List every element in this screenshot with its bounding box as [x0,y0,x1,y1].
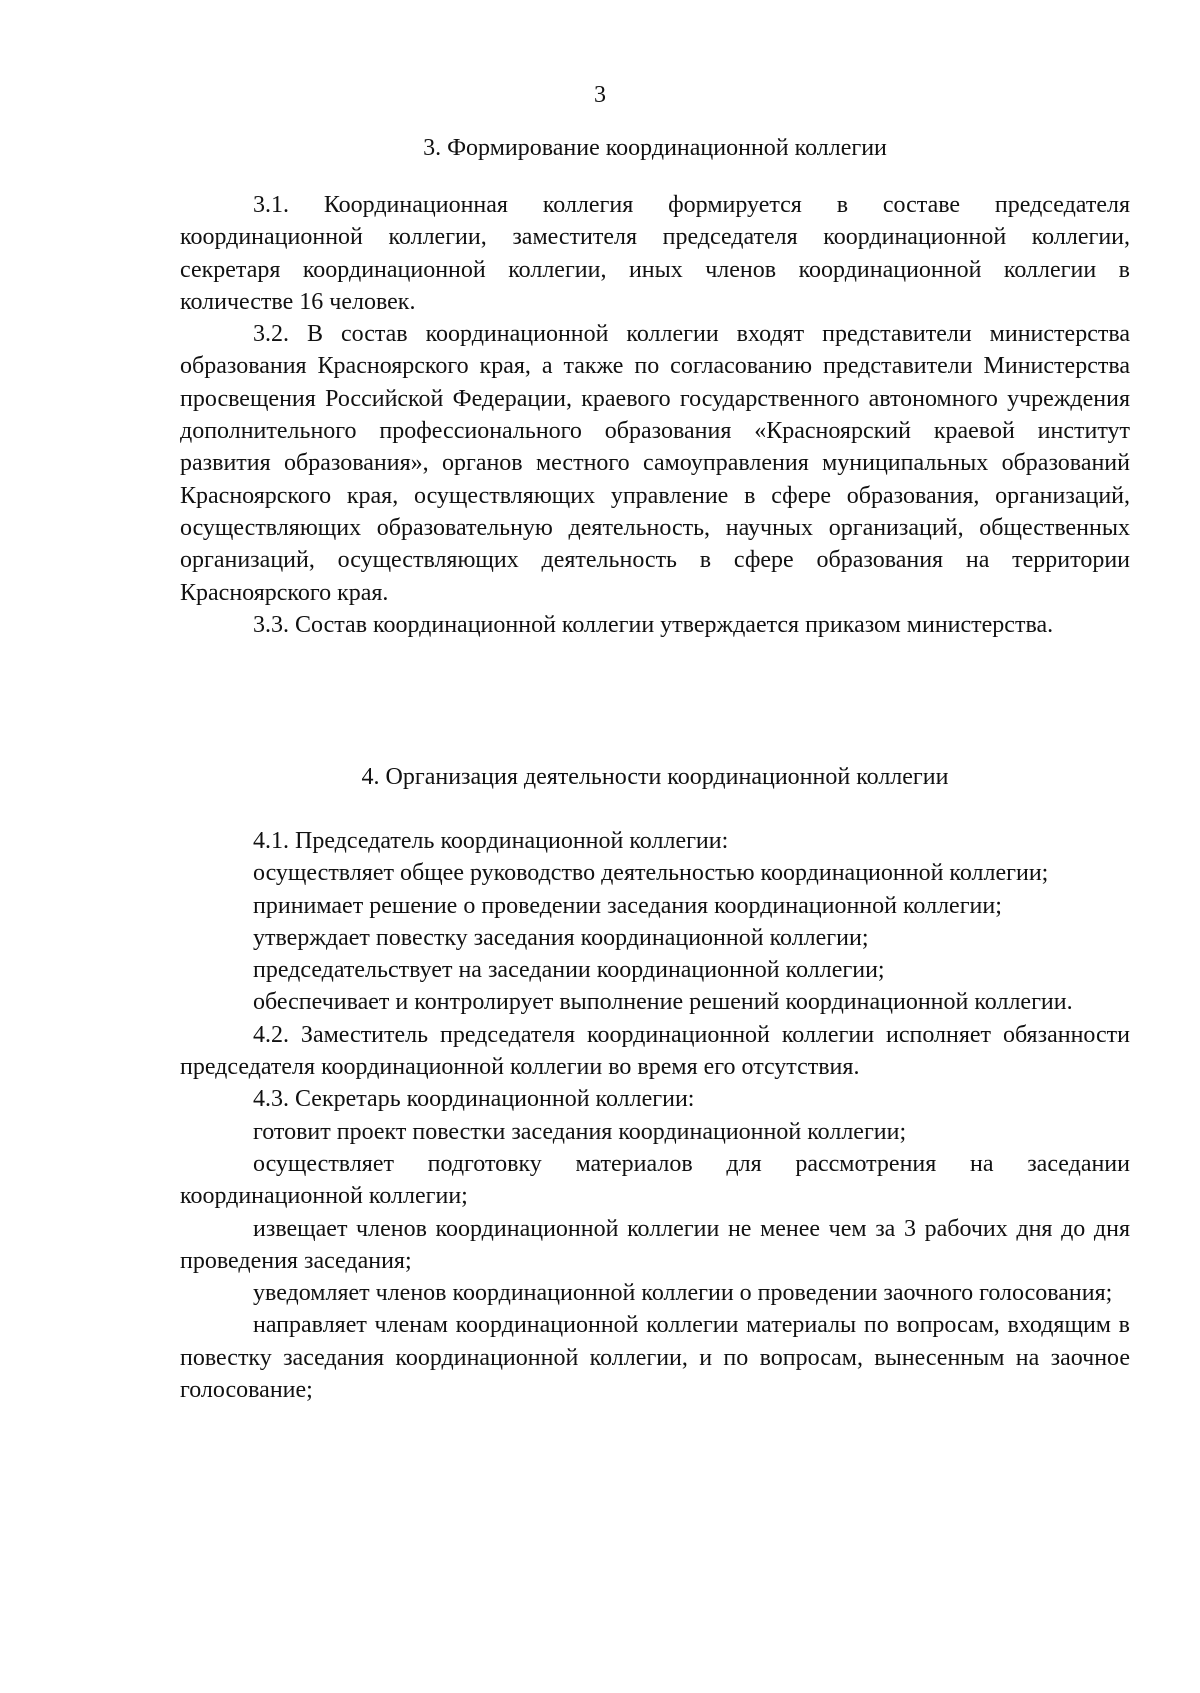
section-3-body [180,189,1130,641]
list-item: готовит проект повестки заседания координационной коллегии; [253,1118,907,1145]
list-item: уведомляет членов координационной коллегии о проведении заочного голосования; [253,1280,1113,1307]
list-item: утверждает повестку заседания координационной коллегии; [253,924,869,951]
paragraph-3-2: 3.2. В состав координационной коллегии входят представители министерства образования Красноярского края, а также по согласованию представители Министерства просвещения Российской Федерации, краевого государственного автономного учреждения дополнительного профессионального образования «Красноярский краевой институт развития образования», органов местного самоуправления муниципальных образований Красноярского края, осуществляющих управление в сфере образования, организаций, осуществляющих образовательную деятельность, научных организаций, общественных организаций, осуществляющих деятельность в сфере образования на территории Красноярского края. [180,321,1130,606]
list-item: извещает членов координационной коллегии не менее чем за 3 рабочих дня до дня проведения заседания; [180,1215,1130,1274]
section-3-heading: 3. Формирование координационной коллегии [423,135,887,161]
list-item: осуществляет подготовку материалов для рассмотрения на заседании координационной коллегии; [180,1150,1130,1210]
paragraph-3-3: 3.3. Состав координационной коллегии утверждается приказом министерства. [253,611,1054,638]
paragraph-4-3: 4.3. Секретарь координационной коллегии: [253,1086,695,1113]
list-item: принимает решение о проведении заседания координационной коллегии; [253,892,1002,919]
paragraph-3-1: 3.1. Координационная коллегия формируется в составе председателя координационной коллегии, заместителя председателя координационной коллегии, секретаря координационной коллегии, иных членов координационной коллегии в количестве 16 человек. [180,192,1130,315]
page-number: 3 [594,82,606,108]
section-4-heading: 4. Организация деятельности координационной коллегии [361,764,949,790]
paragraph-4-2: 4.2. Заместитель председателя координационной коллегии исполняет обязанности председателя координационной коллегии во время его отсутствия. [180,1021,1130,1081]
section-4-body [180,825,1130,1406]
list-item: направляет членам координационной коллегии материалы по вопросам, входящим в повестку заседания координационной коллегии, и по вопросам, вынесенным на заочное голосование; [180,1312,1130,1404]
paragraph-4-1: 4.1. Председатель координационной коллегии: [253,828,729,854]
list-item: осуществляет общее руководство деятельностью координационной коллегии; [253,860,1049,887]
list-item: председательствует на заседании координационной коллегии; [253,957,885,984]
list-item: обеспечивает и контролирует выполнение решений координационной коллегии. [253,989,1073,1016]
